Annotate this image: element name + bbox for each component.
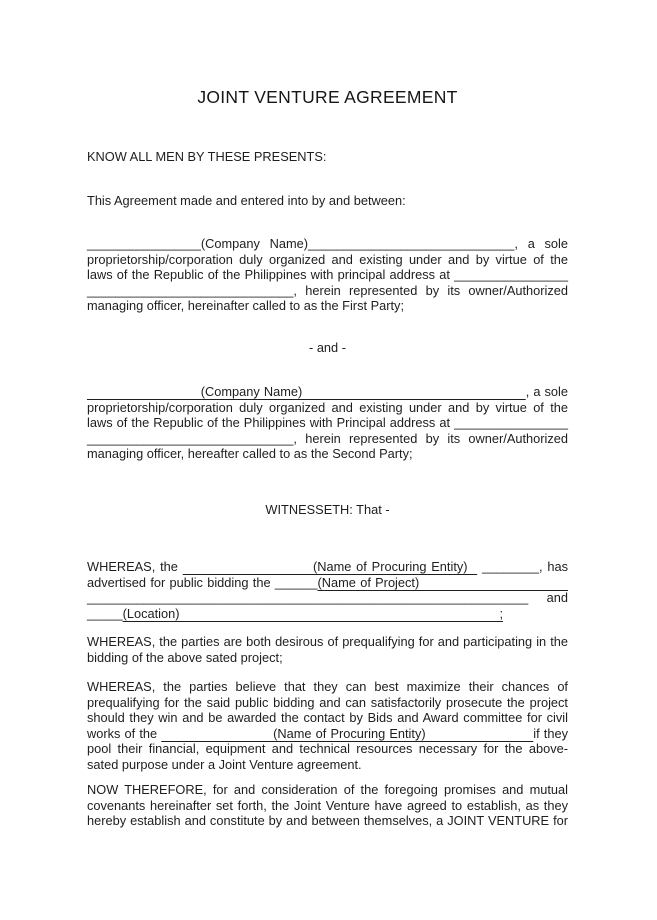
text-run: bidding of the above sated project;	[87, 649, 283, 665]
text-run: and	[528, 590, 568, 605]
whereas-desirous-clause-line	[87, 650, 568, 666]
text-run: NOW THEREFORE, for and consideration of the foregoing promises and mutual	[87, 782, 568, 797]
second-party-clause-line	[87, 415, 568, 431]
blank-line: ______________________________________________________________	[87, 590, 529, 605]
whereas-desirous-clause	[87, 634, 568, 665]
blank-line: _____	[87, 605, 123, 621]
witnesseth-heading	[87, 502, 568, 518]
text-run: should they win and be awarded the contact by Bids and Award committee for civil	[87, 710, 568, 725]
whereas-public-bidding-clause	[87, 559, 568, 621]
whereas-maximize-clause-line	[87, 757, 568, 773]
whereas-maximize-clause	[87, 679, 568, 772]
know-all-men-heading	[87, 149, 568, 165]
blank-line: _____________________________	[87, 430, 294, 446]
whereas-maximize-clause-line	[87, 679, 568, 695]
second-party-clause-line	[87, 431, 568, 447]
now-therefore-clause	[87, 782, 568, 829]
first-party-clause-line	[87, 298, 568, 314]
text-run: laws of the Republic of the Philippines with principal address at	[87, 267, 455, 282]
text-run: , a sole	[514, 236, 568, 251]
document-title: JOINT VENTURE AGREEMENT	[197, 87, 458, 107]
text-run: WHEREAS, the parties are both desirous of prequalifying for and participating in the	[87, 634, 568, 649]
text-run: managing officer, hereafter called to as the Second Party;	[87, 446, 413, 461]
text-run: ________, has	[482, 559, 568, 574]
text-run: proprietorship/corporation duly organized and existing under and by virtue of the	[87, 399, 568, 415]
agreement-intro-line	[87, 193, 568, 209]
text-run: prequalifying for the said public bidding and can satisfactorily prosecute the project	[87, 694, 568, 710]
now-therefore-clause-line	[87, 813, 568, 829]
and-separator	[87, 340, 568, 356]
whereas-public-bidding-clause-line	[87, 559, 568, 575]
underlined-field: (Company Name)	[87, 384, 526, 399]
text-run: if they	[533, 725, 568, 741]
text-run: WHEREAS, the parties believe that they can best maximize their chances of	[87, 679, 568, 694]
text-run: advertised for public bidding the	[87, 574, 275, 590]
text-run: KNOW ALL MEN BY THESE PRESENTS:	[87, 149, 327, 164]
whereas-maximize-clause-line	[87, 741, 568, 757]
blank-line: ________________	[87, 236, 201, 251]
blank-line: _____________________________	[87, 282, 294, 298]
now-therefore-clause-line	[87, 798, 568, 814]
agreement-intro	[87, 193, 568, 209]
text-run: hereby establish and constitute by and between themselves, a JOINT VENTURE for	[87, 813, 568, 828]
blank-line: ________________	[454, 415, 568, 430]
witnesseth-heading-line	[87, 502, 568, 518]
whereas-maximize-clause-line	[87, 726, 568, 742]
underlined-field: (Location)	[122, 605, 500, 621]
second-party-clause	[87, 384, 568, 462]
text-run: WHEREAS, the	[87, 559, 183, 574]
now-therefore-clause-line	[87, 782, 568, 798]
text-run: , a sole	[525, 384, 568, 399]
text-run: covenants hereinafter set forth, the Joint Venture have agreed to establish, as they	[87, 797, 568, 813]
underlined-field: (Name of Procuring Entity)	[182, 559, 478, 574]
blank-line: ________________	[454, 267, 568, 282]
text-run: pool their financial, equipment and technical resources necessary for the above-	[87, 741, 568, 756]
text-run: laws of the Republic of the Philippines with Principal address at	[87, 415, 455, 430]
and-separator-line	[87, 340, 568, 356]
text-run: proprietorship/corporation duly organized and existing under and by virtue of the	[87, 251, 568, 267]
second-party-clause-line	[87, 400, 568, 416]
whereas-public-bidding-clause-line	[87, 590, 568, 606]
whereas-maximize-clause-line	[87, 695, 568, 711]
underlined-field: (Name of Project)	[317, 574, 568, 590]
whereas-desirous-clause-line	[87, 634, 568, 650]
text-run: (Company Name)	[200, 236, 309, 251]
first-party-clause-line	[87, 236, 568, 252]
document-body	[87, 149, 568, 829]
text-run: WITNESSETH: That -	[265, 501, 390, 517]
second-party-clause-line	[87, 446, 568, 462]
first-party-clause-line	[87, 252, 568, 268]
text-run: sated purpose under a Joint Venture agreement.	[87, 756, 362, 772]
whereas-maximize-clause-line	[87, 710, 568, 726]
second-party-clause-line	[87, 384, 568, 400]
know-all-men-heading-line	[87, 149, 568, 165]
underlined-field: ;	[499, 605, 504, 621]
blank-line: ______	[274, 574, 318, 590]
first-party-clause-line	[87, 283, 568, 299]
first-party-clause	[87, 236, 568, 314]
whereas-public-bidding-clause-line	[87, 575, 568, 591]
text-run: works of the	[87, 725, 162, 741]
text-run: , herein represented by its owner/Authorized	[293, 430, 568, 446]
text-run: This Agreement made and entered into by and between:	[87, 192, 406, 208]
whereas-public-bidding-clause-line	[87, 606, 568, 622]
first-party-clause-line	[87, 267, 568, 283]
text-run: managing officer, hereinafter called to as the First Party;	[87, 298, 405, 313]
text-run: - and -	[309, 339, 346, 355]
text-run: , herein represented by its owner/Authorized	[293, 282, 568, 298]
blank-line: _____________________________	[308, 236, 515, 251]
underlined-field: (Name of Procuring Entity)	[161, 725, 534, 741]
